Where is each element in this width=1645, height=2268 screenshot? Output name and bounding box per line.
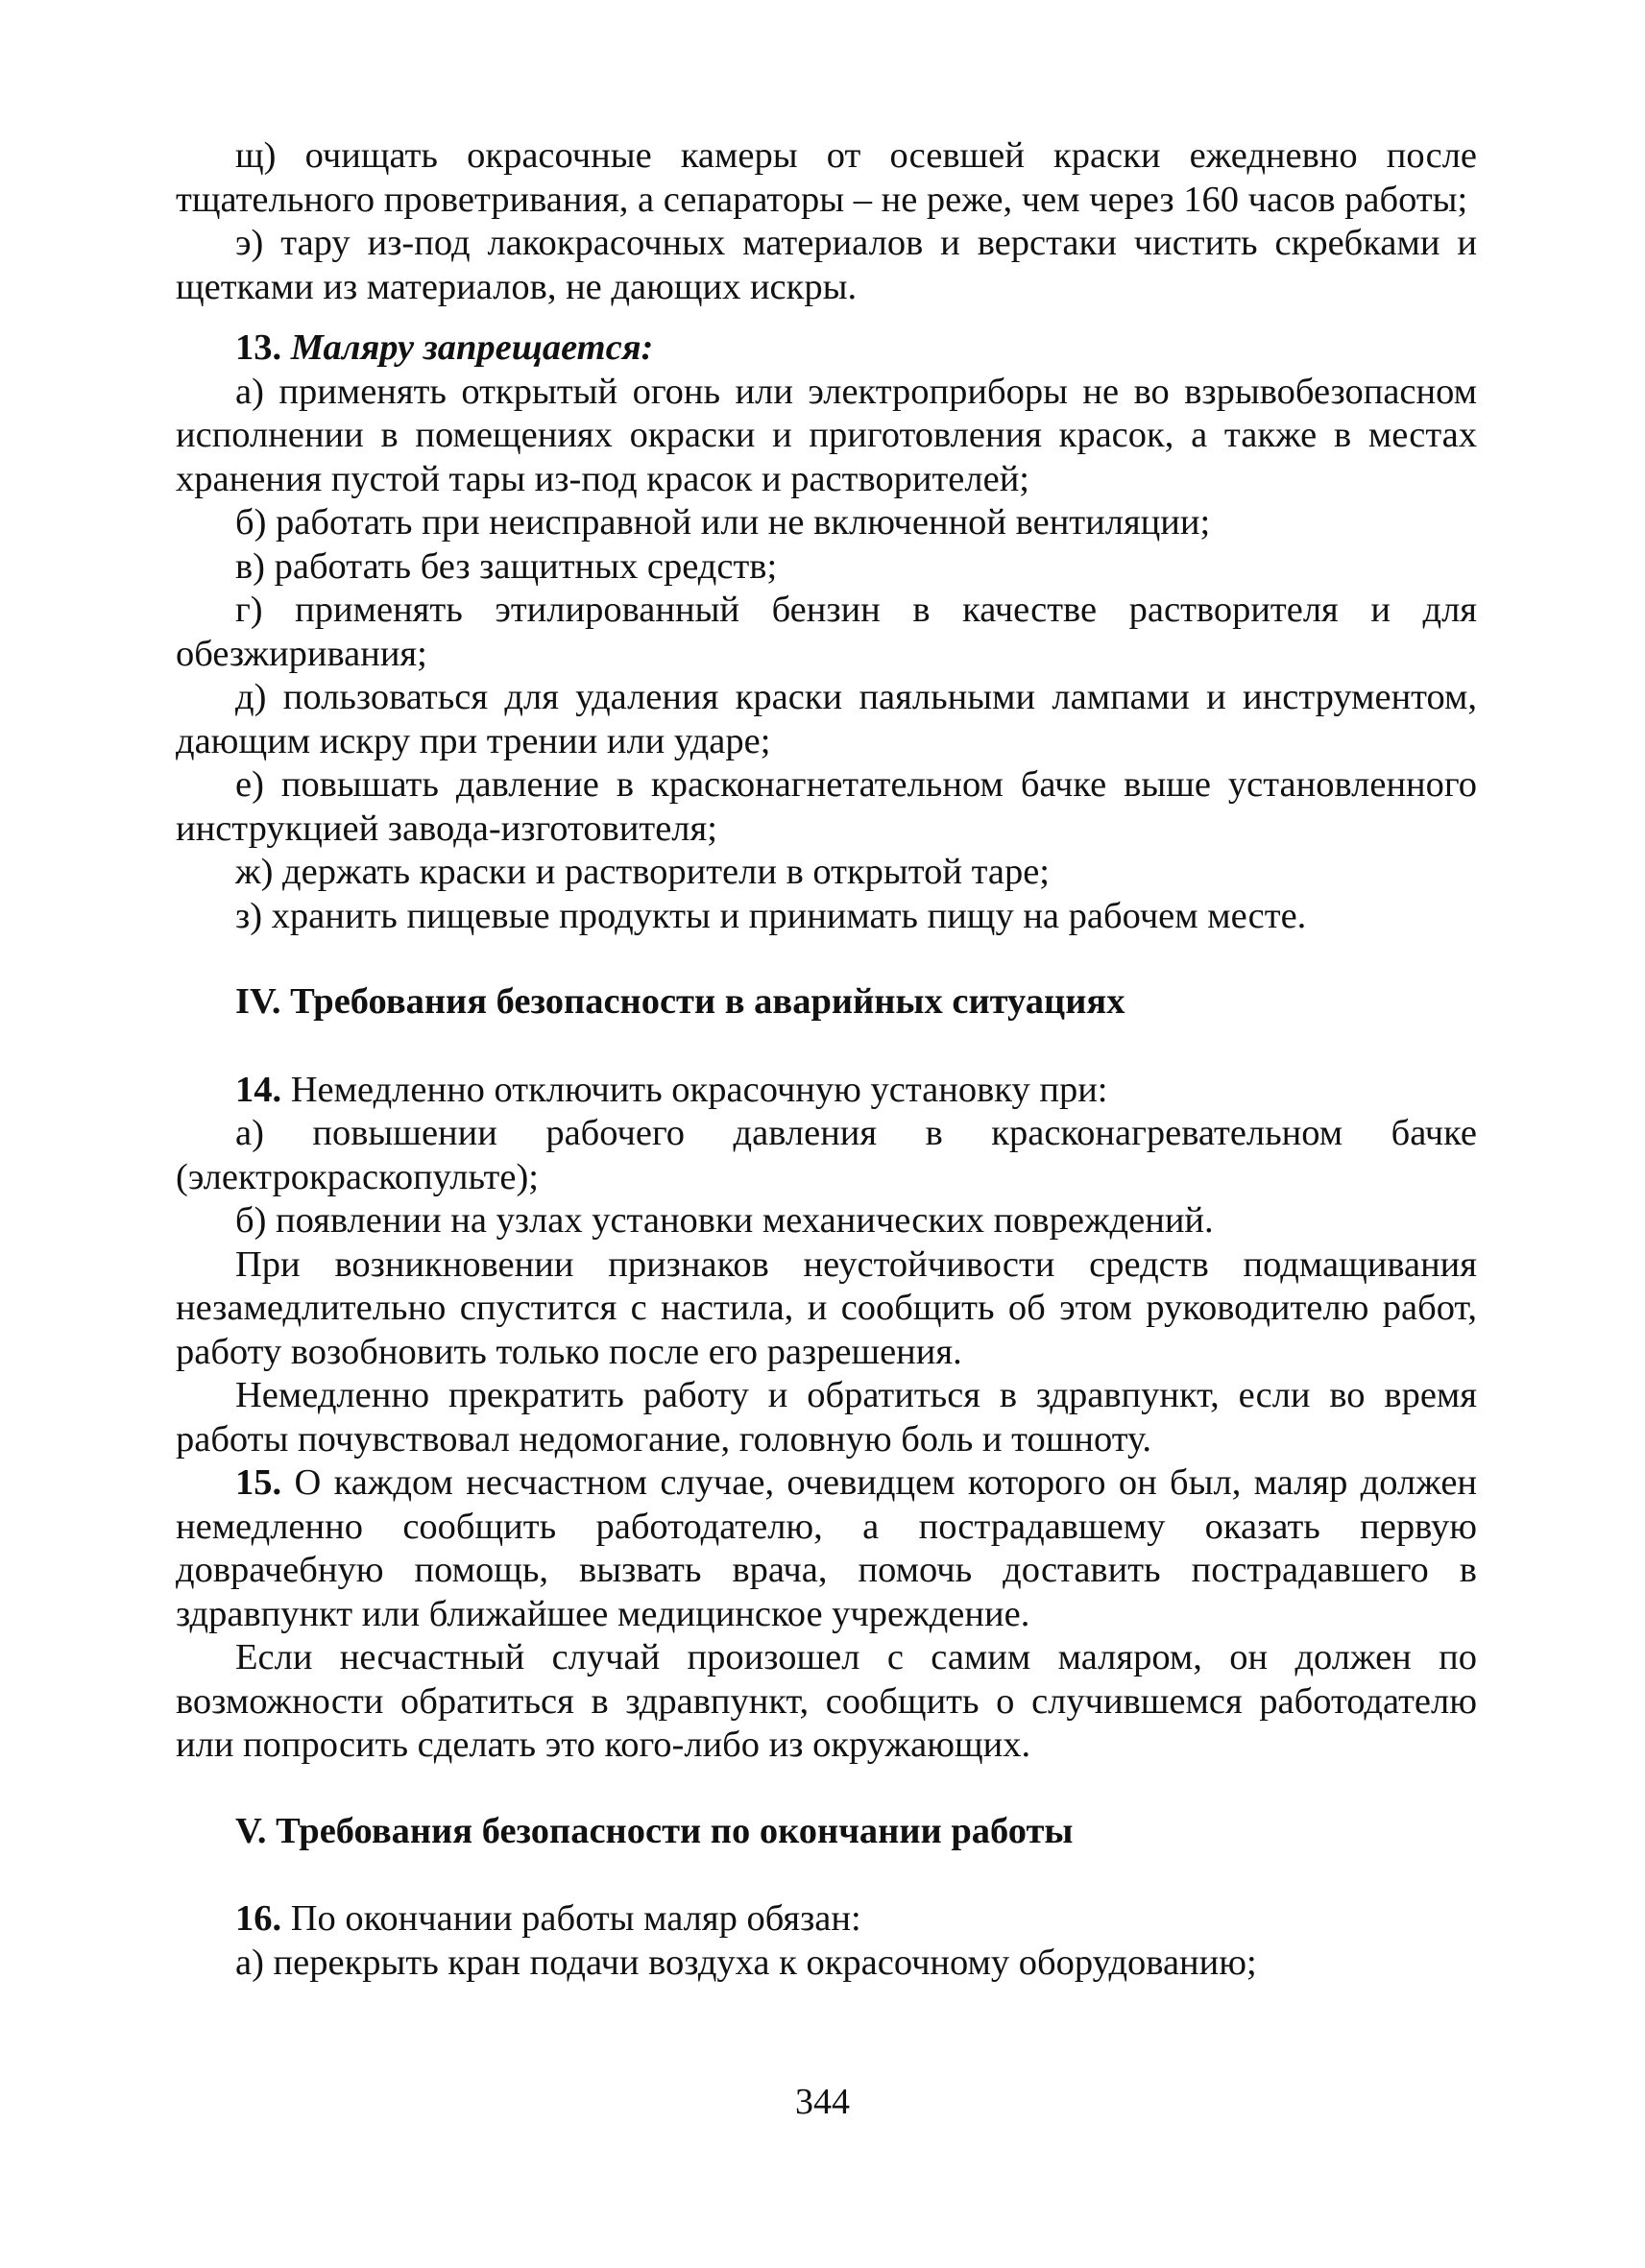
item-14-para-1: При возникновении признаков неустойчивости средств подмащивания незамедлительно спустится с настила, и сообщить об этом руководителю работ, работу возобновить только после его разрешения. [176,1243,1477,1372]
item-15-text: О каждом несчастном случае, очевидцем которого он был, маляр должен немедленно сообщить работодателю, а пострадавшему оказать первую доврачебную помощь, вызвать врача, помочь доставить пострадавшего в здравпункт или ближайшее медицинское учреждение. [176,1462,1478,1634]
document-body [176,134,1477,1985]
item-13-title: Маляру запрещается: [290,327,654,368]
item-13-v: в) работать без защитных средств; [235,545,778,587]
paragraph-e: э) тару из-под лакокрасочных материалов и верстаки чистить скребками и щетками из материалов, не дающих искры. [176,223,1477,307]
item-13-g: г) применять этилированный бензин в качестве растворителя и для обезжиривания; [176,590,1477,674]
item-13-a: а) применять открытый огонь или электроприборы не во взрывобезопасном исполнении в помещениях окраски и приготовления красок, а также в местах хранения пустой тары из-под красок и растворителей; [176,371,1477,499]
section-5-heading: V. Требования безопасности по окончании работы [235,1810,1074,1851]
item-13-d: д) пользоваться для удаления краски паяльными лампами и инструментом, дающим искру при трении или ударе; [176,677,1477,761]
item-13-number: 13. [235,327,282,368]
item-13-heading [176,326,1477,371]
item-15 [176,1461,1477,1636]
item-16-a: а) перекрыть кран подачи воздуха к окрасочному оборудованию; [235,1942,1257,1983]
item-15-para: Если несчастный случай произошел с самим маляром, он должен по возможности обратиться в здравпункт, сообщить о случившемся работодателю или попросить сделать это кого-либо из окружающих. [176,1637,1477,1765]
item-16-number: 16. [235,1898,282,1939]
item-14-lead-text: Немедленно отключить окрасочную установку при: [290,1069,1108,1110]
item-16-lead-text: По окончании работы маляр обязан: [290,1898,861,1939]
item-13-z: з) хранить пищевые продукты и принимать пищу на рабочем месте. [235,895,1307,936]
page-number: 344 [795,2082,850,2122]
item-14-lead [176,1069,1477,1113]
paragraph-shch: щ) очищать окрасочные камеры от осевшей краски ежедневно после тщательного проветривания, а сепараторы – не реже, чем через 160 часов работы; [176,135,1477,220]
item-16-lead [176,1897,1477,1942]
item-14-number: 14. [235,1069,282,1110]
item-14-a: а) повышении рабочего давления в красконагревательном бачке (электрокраскопульте); [176,1113,1477,1197]
item-15-number: 15. [235,1462,282,1503]
item-14-b: б) появлении на узлах установки механических повреждений. [235,1200,1214,1241]
item-13-b: б) работать при неисправной или не включенной вентиляции; [235,502,1211,543]
item-13-e: е) повышать давление в красконагнетательном бачке выше установленного инструкцией завода-изготовителя; [176,764,1477,849]
item-14-para-2: Немедленно прекратить работу и обратиться в здравпункт, если во время работы почувствовал недомогание, головную боль и тошноту. [176,1375,1477,1460]
item-13-zh: ж) держать краски и растворители в открытой таре; [235,852,1050,892]
section-4-heading: IV. Требования безопасности в аварийных ситуациях [235,981,1125,1022]
